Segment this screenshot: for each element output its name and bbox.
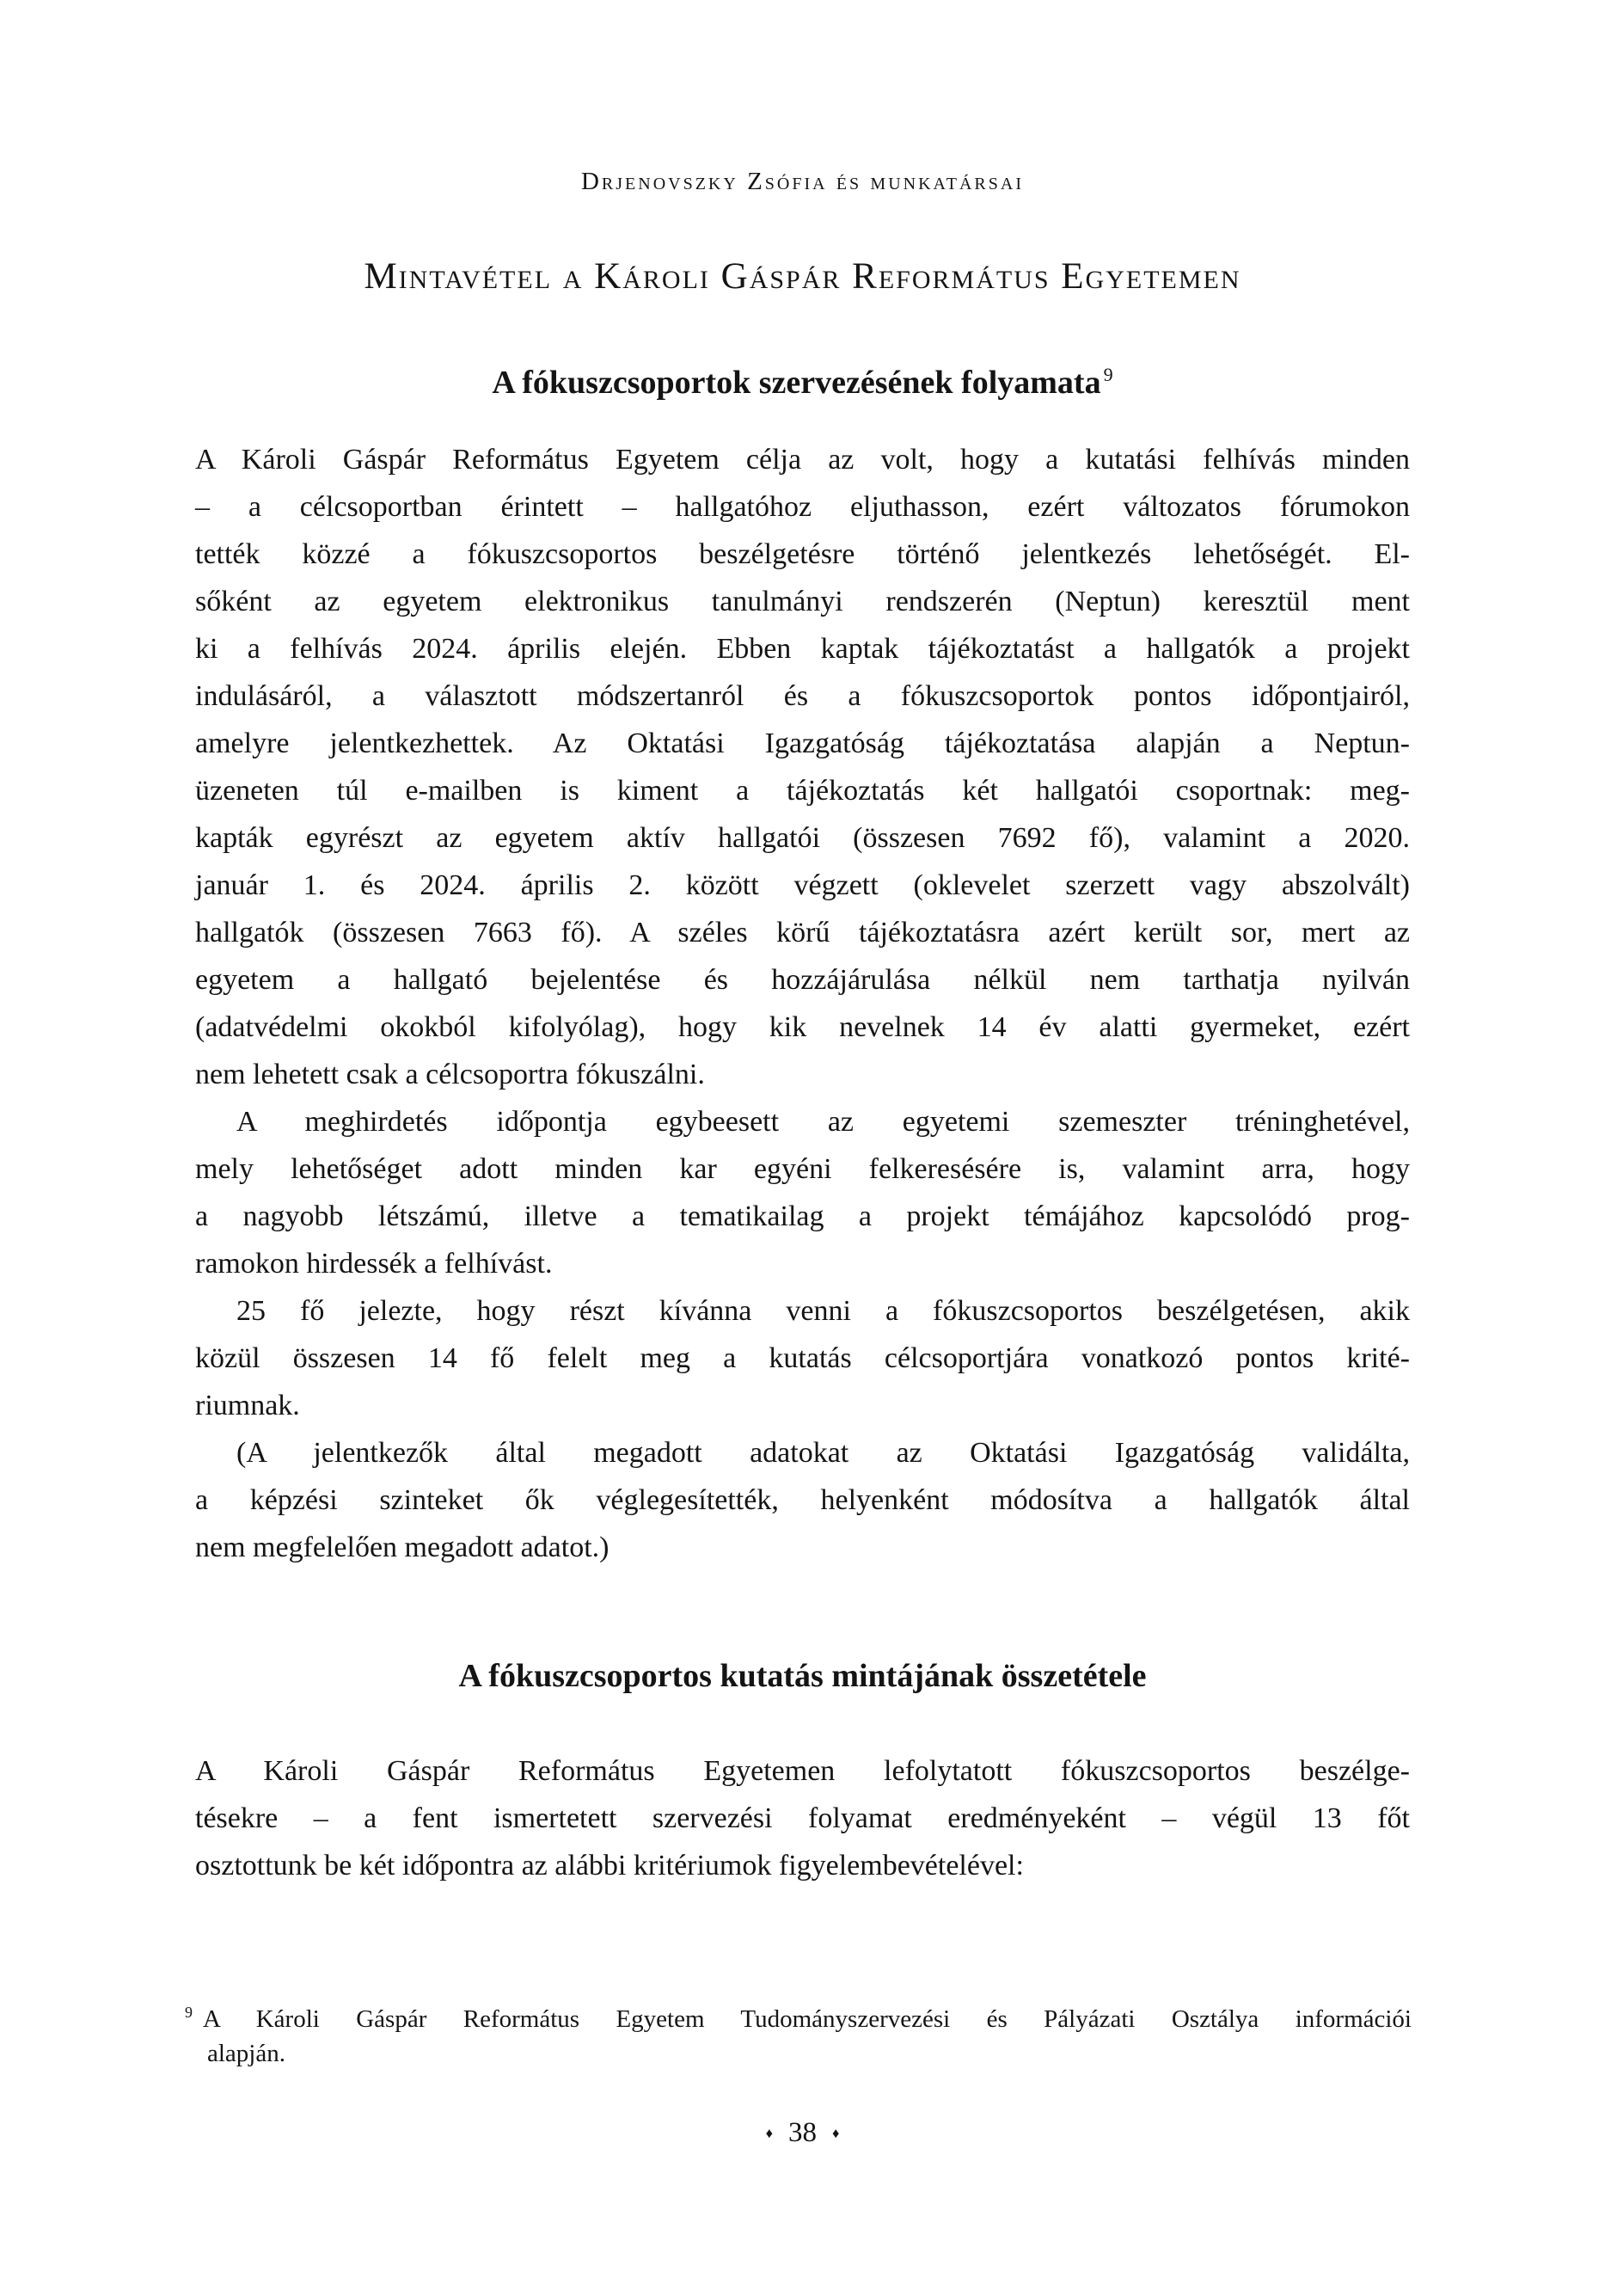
footnote-text: A Károli Gáspár Református Egyetem Tudományszervezési és Pályázati Osztálya információi (202, 2005, 1412, 2033)
text-line: tésekre – a fent ismertetett szervezési folyamat eredményeként – végül 13 főt (195, 1802, 1410, 1834)
paragraph-organization-2 (195, 1098, 1410, 1287)
section-heading-organization (195, 359, 1410, 407)
text-line: riumnak. (195, 1390, 300, 1421)
text-line: amelyre jelentkezhettek. Az Oktatási Igazgatóság tájékoztatása alapján a Neptun- (195, 727, 1410, 759)
running-header-author: Drjenovszky Zsófia és munkatársai (580, 168, 1024, 195)
page-number (195, 2117, 1410, 2149)
page-number-ornament-left: ♦ (765, 2124, 773, 2141)
paragraph-organization-4 (195, 1429, 1410, 1571)
text-line: kapták egyrészt az egyetem aktív hallgatói (összesen 7692 fő), valamint a 2020. (195, 822, 1410, 854)
page-number-ornament-right: ♦ (832, 2124, 840, 2141)
section-heading-sample-composition: A fókuszcsoportos kutatás mintájának összetétele (458, 1658, 1147, 1694)
text-line: osztottunk be két időpontra az alábbi kritériumok figyelembevételével: (195, 1850, 1024, 1882)
text-line: mely lehetőséget adott minden kar egyéni felkeresésére is, valamint arra, hogy (195, 1153, 1410, 1185)
body-text (195, 436, 1410, 1571)
text-line: január 1. és 2024. április 2. között végzett (oklevelet szerzett vagy abszolvált) (195, 869, 1410, 901)
text-line: A Károli Gáspár Református Egyetem célja az volt, hogy a kutatási felhívás minden (195, 444, 1410, 476)
text-line: közül összesen 14 fő felelt meg a kutatás célcsoportjára vonatkozó pontos krité- (195, 1342, 1410, 1374)
footnote (185, 2002, 1412, 2071)
paragraph-organization-1 (195, 436, 1410, 1098)
text-line: ramokon hirdessék a felhívást. (195, 1248, 553, 1280)
text-line: (adatvédelmi okokból kifolyólag), hogy kik nevelnek 14 év alatti gyermeket, ezért (195, 1011, 1410, 1043)
footnote-marker: 9 (185, 2004, 193, 2022)
text-line: – a célcsoportban érintett – hallgatóhoz eljuthasson, ezért változatos fórumokon (195, 491, 1410, 523)
text-line: A meghirdetés időpontja egybeesett az egyetemi szemeszter tréninghetével, (236, 1106, 1410, 1138)
text-line: indulásáról, a választott módszertanról és a fókuszcsoportok pontos időpontjairól, (195, 680, 1410, 712)
text-line: hallgatók (összesen 7663 fő). A széles körű tájékoztatásra azért került sor, mert az (195, 917, 1410, 948)
footnote-line (185, 2002, 1412, 2036)
text-line: a képzési szinteket ők véglegesítették, helyenként módosítva a hallgatók által (195, 1484, 1410, 1516)
text-line: 25 fő jelezte, hogy részt kívánna venni a fókuszcsoportos beszélgetésen, akik (236, 1295, 1410, 1327)
text-line: (A jelentkezők által megadott adatokat az Oktatási Igazgatóság validálta, (236, 1437, 1410, 1469)
text-line: nem megfelelően megadott adatot.) (195, 1532, 610, 1563)
text-line: tették közzé a fókuszcsoportos beszélgetésre történő jelentkezés lehetőségét. El- (195, 538, 1410, 570)
text-line: a nagyobb létszámú, illetve a tematikailag a projekt témájához kapcsolódó prog- (195, 1200, 1410, 1232)
text-line: sőként az egyetem elektronikus tanulmányi rendszerén (Neptun) keresztül ment (195, 586, 1410, 617)
paragraph-sample-composition (195, 1747, 1410, 1889)
footnote-reference: 9 (1103, 364, 1113, 386)
page-title: Mintavétel a Károli Gáspár Református Egyetemen (364, 256, 1241, 297)
text-line: nem lehetett csak a célcsoportra fókuszálni. (195, 1059, 705, 1090)
section-heading-organization-text: A fókuszcsoportok szervezésének folyamata (492, 365, 1101, 401)
paragraph-organization-3 (195, 1287, 1410, 1429)
text-line: A Károli Gáspár Református Egyetemen lefolytatott fókuszcsoportos beszélge- (195, 1755, 1410, 1787)
text-line: egyetem a hallgató bejelentése és hozzájárulása nélkül nem tarthatja nyilván (195, 964, 1410, 996)
text-line: üzeneten túl e-mailben is kiment a tájékoztatás két hallgatói csoportnak: meg- (195, 775, 1410, 807)
page-number-value: 38 (788, 2117, 817, 2148)
text-line: ki a felhívás 2024. április elején. Ebben kaptak tájékoztatást a hallgatók a projekt (195, 633, 1410, 665)
footnote-text-continued: alapján. (207, 2040, 285, 2067)
